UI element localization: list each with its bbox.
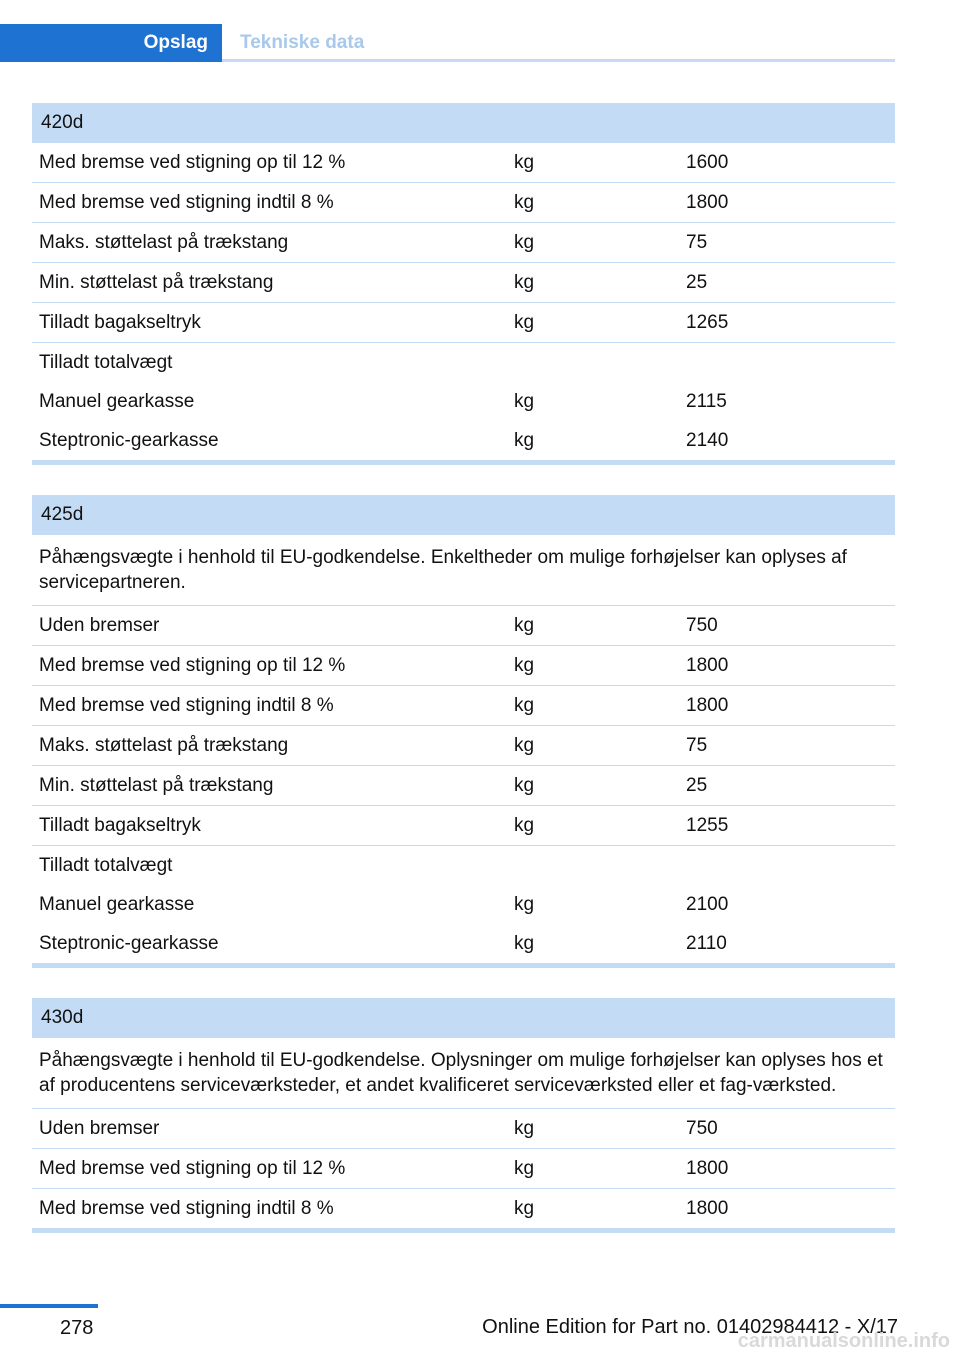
row-unit: kg: [514, 694, 535, 716]
row-value: 75: [686, 231, 708, 253]
table-row: [32, 726, 895, 766]
row-unit: kg: [514, 271, 535, 293]
row-value: 1800: [686, 654, 729, 676]
row-value: 1255: [686, 814, 729, 836]
table-row: [32, 303, 895, 343]
row-value: 2140: [686, 429, 729, 451]
header-divider: [222, 59, 895, 62]
row-value: 1800: [686, 191, 729, 213]
page-number: 278: [60, 1317, 94, 1339]
row-value: 2110: [686, 932, 727, 954]
row-unit: kg: [514, 231, 535, 253]
row-value: 1800: [686, 694, 729, 716]
row-unit: kg: [514, 734, 535, 756]
row-unit: kg: [514, 614, 535, 636]
row-label: Min. støttelast på trækstang: [39, 271, 274, 293]
table-row: [32, 183, 895, 223]
spec-section: [32, 495, 895, 968]
table-row: [32, 846, 895, 885]
row-value: 750: [686, 1117, 718, 1139]
section-note: Påhængsvægte i henhold til EU-godkendelse. Enkeltheder om mulige forhøjelser kan oplyses af servicepartneren.: [32, 535, 895, 606]
section-title: 425d: [32, 495, 895, 535]
row-unit: kg: [514, 774, 535, 796]
row-unit: kg: [514, 429, 535, 451]
row-value: 2100: [686, 893, 729, 915]
row-unit: kg: [514, 191, 535, 213]
section-title: 430d: [32, 998, 895, 1038]
section-title: 420d: [32, 103, 895, 143]
table-row: [32, 263, 895, 303]
spec-section: [32, 998, 895, 1233]
row-unit: kg: [514, 311, 535, 333]
row-label: Tilladt bagakseltryk: [39, 814, 201, 836]
row-label: Maks. støttelast på trækstang: [39, 734, 289, 756]
row-label: Min. støttelast på trækstang: [39, 774, 274, 796]
row-label: Med bremse ved stigning indtil 8 %: [39, 1197, 334, 1219]
row-label: Uden bremser: [39, 1117, 160, 1139]
table-row: [32, 885, 895, 924]
row-value: 1600: [686, 151, 729, 173]
table-row: [32, 343, 895, 382]
section-end-rule: [32, 460, 895, 465]
row-label: Med bremse ved stigning op til 12 %: [39, 151, 346, 173]
row-value: 1265: [686, 311, 729, 333]
section-note: Påhængsvægte i henhold til EU-godkendelse. Oplysninger om mulige forhøjelser kan oplyses hos et af producentens serviceværksteder, et andet kvalificeret serviceværksted eller et fag-værksted.: [32, 1038, 895, 1109]
row-label: Med bremse ved stigning indtil 8 %: [39, 694, 334, 716]
section-end-rule: [32, 1228, 895, 1233]
table-row: [32, 686, 895, 726]
tables-container: [32, 103, 895, 1263]
row-unit: kg: [514, 1197, 535, 1219]
table-row: [32, 1109, 895, 1149]
row-unit: kg: [514, 814, 535, 836]
row-unit: kg: [514, 893, 535, 915]
row-value: 25: [686, 774, 708, 796]
table-row: [32, 421, 895, 460]
row-label: Maks. støttelast på trækstang: [39, 231, 289, 253]
row-label: Manuel gearkasse: [39, 390, 195, 412]
tab-tekniske-data[interactable]: Tekniske data: [240, 32, 365, 53]
table-row: [32, 1189, 895, 1228]
table-row: [32, 382, 895, 421]
row-unit: kg: [514, 654, 535, 676]
table-row: [32, 1149, 895, 1189]
footer-accent: [0, 1304, 98, 1308]
row-label: Uden bremser: [39, 614, 160, 636]
tab-opslag[interactable]: Opslag: [0, 24, 222, 62]
row-value: 1800: [686, 1157, 729, 1179]
watermark: carmanualsonline.info: [737, 1330, 950, 1352]
row-value: 75: [686, 734, 708, 756]
table-row: [32, 924, 895, 963]
row-unit: kg: [514, 1117, 535, 1139]
page-header: [0, 24, 895, 62]
row-unit: kg: [514, 932, 535, 954]
row-label: Manuel gearkasse: [39, 893, 195, 915]
table-row: [32, 766, 895, 806]
row-value: 2115: [686, 390, 727, 412]
table-row: [32, 806, 895, 846]
row-unit: kg: [514, 390, 535, 412]
row-value: 750: [686, 614, 718, 636]
row-label: Tilladt totalvægt: [39, 854, 173, 876]
row-unit: kg: [514, 151, 535, 173]
table-row: [32, 646, 895, 686]
row-label: Med bremse ved stigning op til 12 %: [39, 1157, 346, 1179]
edition-text: Online Edition for Part no. 01402984412 - X/17: [482, 1316, 898, 1338]
row-label: Steptronic-gearkasse: [39, 932, 219, 954]
row-value: 25: [686, 271, 708, 293]
row-label: Steptronic-gearkasse: [39, 429, 219, 451]
row-label: Med bremse ved stigning op til 12 %: [39, 654, 346, 676]
table-row: [32, 143, 895, 183]
row-label: Tilladt totalvægt: [39, 351, 173, 373]
row-value: 1800: [686, 1197, 729, 1219]
section-end-rule: [32, 963, 895, 968]
table-row: [32, 223, 895, 263]
row-label: Med bremse ved stigning indtil 8 %: [39, 191, 334, 213]
row-label: Tilladt bagakseltryk: [39, 311, 201, 333]
table-row: [32, 606, 895, 646]
spec-section: [32, 103, 895, 465]
row-unit: kg: [514, 1157, 535, 1179]
